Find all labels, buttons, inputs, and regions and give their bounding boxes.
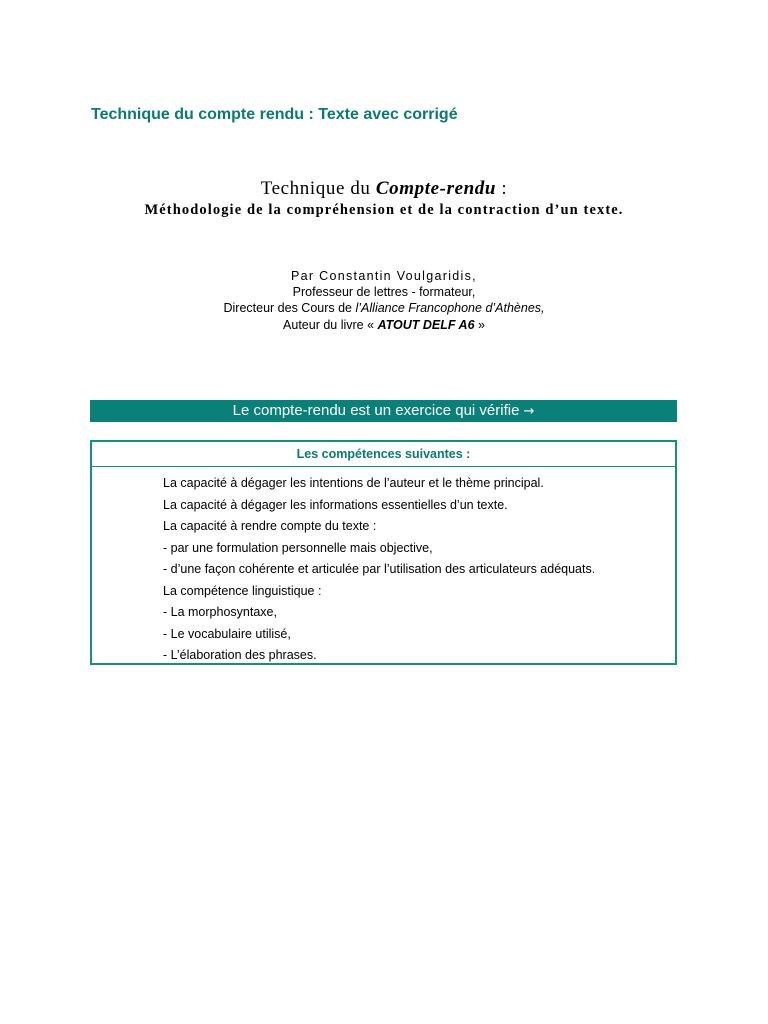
main-title (0, 178, 768, 200)
list-item: - par une formulation personnelle mais objective, (163, 540, 433, 555)
section-banner (90, 400, 677, 422)
arrow-right-icon: → (523, 404, 535, 419)
subtitle: Méthodologie de la compréhension et de la contraction d’un texte. (144, 202, 624, 218)
list-item: - d’une façon cohérente et articulée par l’utilisation des articulateurs adéquats. (163, 562, 596, 576)
document-heading: Technique du compte rendu : Texte avec corrigé (91, 106, 458, 123)
list-item: - Le vocabulaire utilisé, (163, 626, 291, 641)
title-suffix: : (496, 178, 508, 199)
list-item: La capacité à dégager les intentions de l’auteur et le thème principal. (163, 476, 544, 490)
author-position-prefix: Directeur des Cours de (223, 301, 356, 316)
author-book-prefix: Auteur du livre « (283, 317, 378, 332)
title-block (0, 178, 768, 220)
author-name: Par Constantin Voulgaridis, (291, 269, 477, 283)
competences-header: Les compétences suivantes : (92, 442, 675, 467)
competences-box (90, 440, 677, 665)
author-institution: l’Alliance Francophone d’Athènes, (355, 301, 545, 316)
list-item: - L’élaboration des phrases. (163, 648, 317, 662)
author-role: Professeur de lettres - formateur, (292, 285, 476, 300)
author-block (0, 268, 768, 333)
title-emphasis: Compte-rendu (375, 178, 497, 199)
competences-list (92, 467, 675, 667)
author-book (0, 317, 768, 333)
title-prefix: Technique du (260, 178, 376, 199)
list-item: La compétence linguistique : (163, 583, 322, 598)
banner-text: Le compte-rendu est un exercice qui vérifie (232, 402, 520, 419)
author-position (0, 300, 768, 316)
book-title: ATOUT DELF A6 (377, 317, 475, 332)
author-book-suffix: » (474, 317, 485, 332)
list-item: La capacité à dégager les informations essentielles d’un texte. (163, 497, 508, 512)
list-item: - La morphosyntaxe, (163, 605, 277, 619)
list-item: La capacité à rendre compte du texte : (163, 519, 377, 533)
